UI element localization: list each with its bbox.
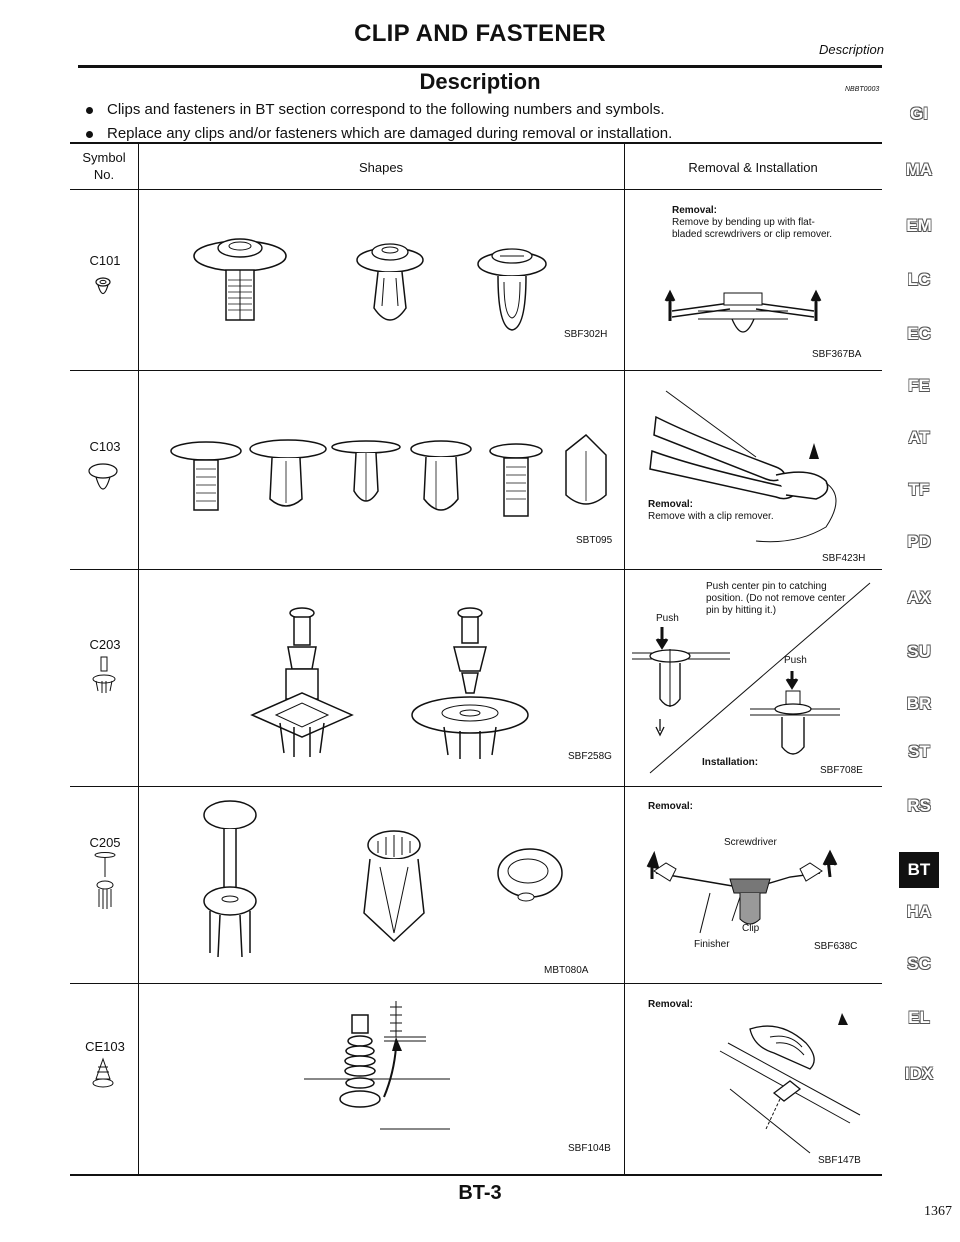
- section-tab-ax[interactable]: AX: [907, 588, 931, 607]
- section-label: Description: [818, 42, 884, 57]
- clip-symbol-icon: [90, 655, 118, 695]
- column-divider: [624, 143, 625, 1174]
- install-label-text: Installation:: [702, 757, 759, 768]
- clip-drawing-c101-a: [190, 228, 300, 333]
- clip-symbol-icon: [86, 459, 120, 499]
- removal-diagram-ce103: [710, 1003, 870, 1163]
- section-tab-bt[interactable]: BT: [899, 852, 939, 888]
- clip-drawing-c203-a: [250, 603, 370, 763]
- symbol-label: CE103: [85, 1039, 125, 1054]
- install-label: [702, 757, 758, 769]
- figure-code: SBF104B: [568, 1143, 611, 1154]
- footer-rule: [70, 1174, 882, 1176]
- doc-code: NBBT0003: [845, 86, 880, 93]
- figure-code: SBF258G: [568, 751, 612, 762]
- removal-title: [648, 801, 693, 813]
- section-tab-fe[interactable]: FE: [908, 376, 930, 395]
- symbol-label: C203: [89, 637, 121, 652]
- column-divider: [138, 143, 139, 1174]
- removal-note: Push center pin to catching position. (Do not remove center pin by hitting it.): [706, 581, 846, 616]
- removal-diagram-c203: [630, 583, 880, 773]
- symbol-label: C205: [89, 835, 121, 850]
- removal-diagram-c101: [658, 283, 828, 343]
- section-tab-sc[interactable]: SC: [907, 954, 931, 973]
- section-tab-idx[interactable]: IDX: [904, 1064, 934, 1083]
- removal-text: Remove with a clip remover.: [648, 511, 774, 522]
- removal-title-text: Removal:: [648, 499, 694, 510]
- clip-label: Clip: [742, 923, 760, 934]
- header-divider: [70, 189, 882, 190]
- bullet-list: [86, 98, 672, 146]
- section-tab-ha[interactable]: HA: [906, 902, 932, 921]
- figure-code: SBF147B: [818, 1155, 861, 1166]
- figure-code: SBF423H: [822, 553, 866, 564]
- clip-drawing-c203-b: [410, 603, 540, 763]
- figure-code: SBF302H: [564, 329, 608, 340]
- clip-drawing-c103-set: [166, 431, 626, 531]
- clip-symbol-icon: [90, 1057, 116, 1089]
- symbol-label: C103: [89, 439, 121, 454]
- clip-drawing-c205-c: [490, 843, 570, 913]
- removal-title: [648, 999, 693, 1011]
- page-number: BT-3: [458, 1182, 502, 1204]
- removal-text: Remove by bending up with flat-bladed screwdrivers or clip remover.: [672, 217, 833, 240]
- section-tab-rs[interactable]: RS: [907, 796, 931, 815]
- section-tab-el[interactable]: EL: [908, 1008, 930, 1027]
- section-tab-em[interactable]: EM: [906, 216, 932, 235]
- clip-table: [70, 143, 882, 1174]
- figure-code: SBF638C: [814, 941, 858, 952]
- section-tab-at[interactable]: AT: [908, 428, 930, 447]
- clip-drawing-c205-a: [180, 793, 280, 973]
- section-tab-tf[interactable]: TF: [908, 480, 930, 499]
- row-divider: [70, 786, 882, 787]
- removal-title-text: Removal:: [648, 801, 694, 812]
- clip-drawing-c205-b: [340, 823, 450, 943]
- header-rule: [78, 65, 882, 68]
- clip-drawing-c101-c: [474, 238, 554, 333]
- bullet-icon: [86, 107, 93, 114]
- figure-code: SBF367BA: [812, 349, 862, 360]
- section-tab-br[interactable]: BR: [906, 694, 932, 713]
- section-tab-ma[interactable]: MA: [905, 160, 933, 179]
- section-tab-pd[interactable]: PD: [907, 532, 931, 551]
- bullet-item: [86, 98, 672, 122]
- push-label: Push: [784, 655, 807, 666]
- bullet-text: Replace any clips and/or fasteners which are damaged during removal or installation.: [107, 125, 673, 142]
- row-divider: [70, 370, 882, 371]
- figure-code: SBF708E: [820, 765, 863, 776]
- finisher-label: Finisher: [694, 939, 730, 950]
- clip-drawing-c101-b: [352, 228, 432, 333]
- screwdriver-label: Screwdriver: [724, 837, 777, 848]
- row-divider: [70, 569, 882, 570]
- section-tab-su[interactable]: SU: [907, 642, 931, 661]
- row-divider: [70, 983, 882, 984]
- header-shapes: Shapes: [358, 160, 404, 175]
- removal-title: [672, 205, 842, 217]
- removal-title-text: Removal:: [648, 999, 694, 1010]
- section-tab-ec[interactable]: EC: [907, 324, 931, 343]
- removal-diagram-c103: [636, 387, 876, 547]
- page-title: CLIP AND FASTENER: [354, 20, 606, 47]
- removal-title-text: Removal:: [672, 205, 718, 216]
- section-tab-st[interactable]: ST: [908, 742, 930, 761]
- bullet-icon: [86, 131, 93, 138]
- section-tab-gi[interactable]: GI: [910, 104, 928, 123]
- header-symbol: Symbol No.: [82, 150, 126, 182]
- figure-code: MBT080A: [544, 965, 589, 976]
- header-removal: Removal & Installation: [688, 160, 818, 175]
- push-label: Push: [656, 613, 679, 624]
- print-page-number: 1367: [924, 1204, 952, 1219]
- clip-drawing-ce103: [300, 993, 460, 1123]
- bullet-text: Clips and fasteners in BT section correspond to the following numbers and symbols.: [107, 101, 665, 118]
- removal-title: [648, 499, 848, 511]
- figure-code: SBT095: [576, 535, 613, 546]
- section-tab-lc[interactable]: LC: [907, 270, 931, 289]
- section-title: Description: [419, 69, 541, 94]
- symbol-label: C101: [89, 253, 121, 268]
- clip-symbol-icon: [92, 851, 118, 911]
- clip-symbol-icon: [88, 276, 118, 302]
